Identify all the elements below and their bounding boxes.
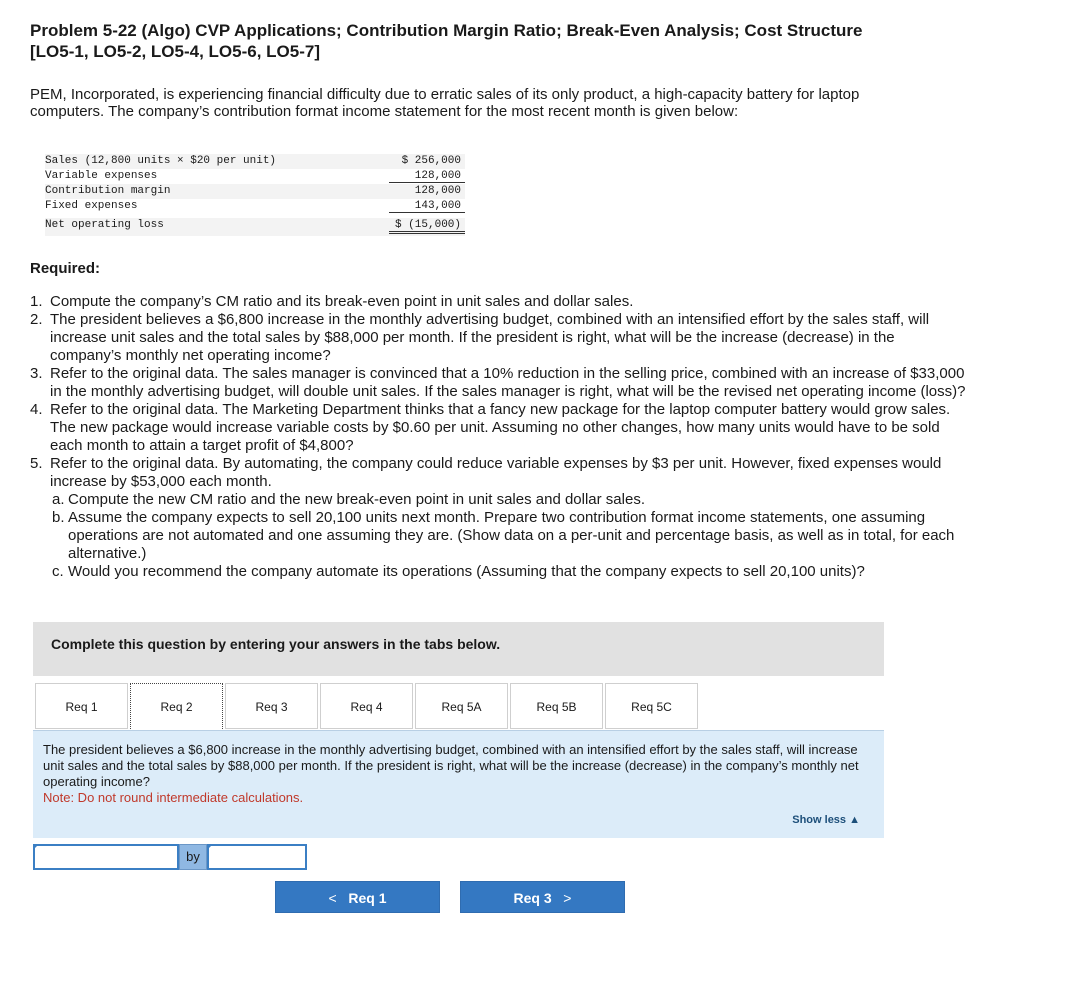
panel-note: Note: Do not round intermediate calculations. [43,790,304,805]
title-line-1: Problem 5-22 (Algo) CVP Applications; Contribution Margin Ratio; Break-Even Analysis; Cost Structure [30,21,863,40]
tab-req-5c[interactable]: Req 5C [605,683,698,729]
show-less-link[interactable] [792,812,860,828]
required-heading: Required: [30,260,101,277]
tab-req-5b[interactable]: Req 5B [510,683,603,729]
statement-label: Net operating loss [45,219,164,231]
sub-requirement-letter: a. [52,491,65,508]
requirement-number: 1. [30,293,43,310]
sub-requirement-letter: c. [52,563,64,580]
sub-requirement-item [30,491,970,509]
requirement-item [30,401,970,455]
show-less-label: Show less [792,814,847,826]
prev-button-label: Req 1 [348,890,387,906]
requirement-text: Refer to the original data. The sales manager is convinced that a 10% reduction in the selling price, combined with an increase of $33,000 in the monthly advertising budget, will double unit sales. If the sales manager is right, what will be the revised net operating income (loss)? [50,365,966,400]
requirement-text: Refer to the original data. The Marketing Department thinks that a fancy new package for the laptop computer battery would grow sales. The new package would increase variable costs by $0.60 per unit. Assuming no other changes, how many units would have to be sold each month to attain a target profit of $4,800? [50,401,951,454]
statement-amount: 143,000 [389,200,465,213]
statement-row-net-loss [45,218,465,236]
caret-up-icon: ▲ [849,814,860,826]
intro-text: PEM, Incorporated, is experiencing financial difficulty due to erratic sales of its only product, a high-capacity battery for laptop computers. The company’s contribution format income statement for the most recent month is given below: [30,86,860,120]
chevron-left-icon: < [328,890,337,906]
next-req-3-button[interactable] [460,881,625,913]
tab-req-3[interactable]: Req 3 [225,683,318,729]
requirement-item [30,311,970,365]
prev-req-1-button[interactable] [275,881,440,913]
sub-requirement-item [30,509,970,563]
sub-requirement-letter: b. [52,509,65,526]
statement-label: Fixed expenses [45,200,138,212]
input-flag-icon [207,844,213,850]
chevron-right-icon: > [563,890,572,906]
title-line-2: [LO5-1, LO5-2, LO5-4, LO5-6, LO5-7] [30,42,320,61]
amount-input[interactable] [207,844,307,870]
sub-requirement-text: Assume the company expects to sell 20,100 units next month. Prepare two contribution format income statements, one assuming operations are not automated and one assuming they are. (Show data on a per-unit and percentage basis, as well as in total, for each alternative.) [68,509,955,562]
statement-label: Variable expenses [45,170,158,182]
panel-question-text: The president believes a $6,800 increase in the monthly advertising budget, combined with an intensified effort by the sales staff, will increase unit sales and the total sales by $88,000 per month. If the president is right, what will be the increase (decrease) in the company’s monthly net operating income? [43,742,859,789]
tab-req-2[interactable]: Req 2 [130,683,223,731]
requirement-item [30,365,970,401]
sub-requirement-item [30,563,970,581]
requirements-list [30,293,970,581]
next-button-label: Req 3 [513,890,552,906]
statement-row-contribution [45,184,465,199]
requirement-text: The president believes a $6,800 increase in the monthly advertising budget, combined with an intensified effort by the sales staff, will increase unit sales and the total sales by $88,000 per month. If the president is right, what will be the increase (decrease) in the company’s monthly net operating income? [50,311,930,364]
statement-amount: 128,000 [414,185,461,197]
question-panel [33,730,884,838]
requirement-item [30,293,970,311]
requirement-number: 2. [30,311,43,328]
requirement-text: Compute the company’s CM ratio and its break-even point in unit sales and dollar sales. [50,293,634,310]
statement-amount: 128,000 [389,170,465,183]
problem-title [30,20,1050,62]
sub-requirement-text: Compute the new CM ratio and the new break-even point in unit sales and dollar sales. [68,491,645,508]
statement-row-fixed [45,199,465,214]
dropdown-flag-icon [33,844,39,850]
by-label: by [179,844,207,870]
requirement-item [30,455,970,491]
requirement-number: 3. [30,365,43,382]
statement-label: Contribution margin [45,185,171,197]
statement-row-variable [45,169,465,184]
statement-row-sales [45,154,465,169]
requirement-number: 4. [30,401,43,418]
tab-req-1[interactable]: Req 1 [35,683,128,729]
statement-label: Sales (12,800 units × $20 per unit) [45,155,277,167]
statement-amount: $ (15,000) [389,219,465,234]
increase-decrease-select[interactable] [33,844,179,870]
tab-req-4[interactable]: Req 4 [320,683,413,729]
statement-amount: $ 256,000 [401,155,461,167]
tab-req-5a[interactable]: Req 5A [415,683,508,729]
sub-requirement-text: Would you recommend the company automate its operations (Assuming that the company expects to sell 20,100 units)? [68,563,865,580]
requirement-number: 5. [30,455,43,472]
requirement-text: Refer to the original data. By automating, the company could reduce variable expenses by $3 per unit. However, fixed expenses would increase by $53,000 each month. [50,455,942,490]
complete-instruction-bar: Complete this question by entering your answers in the tabs below. [33,622,884,676]
problem-page [30,20,1050,580]
